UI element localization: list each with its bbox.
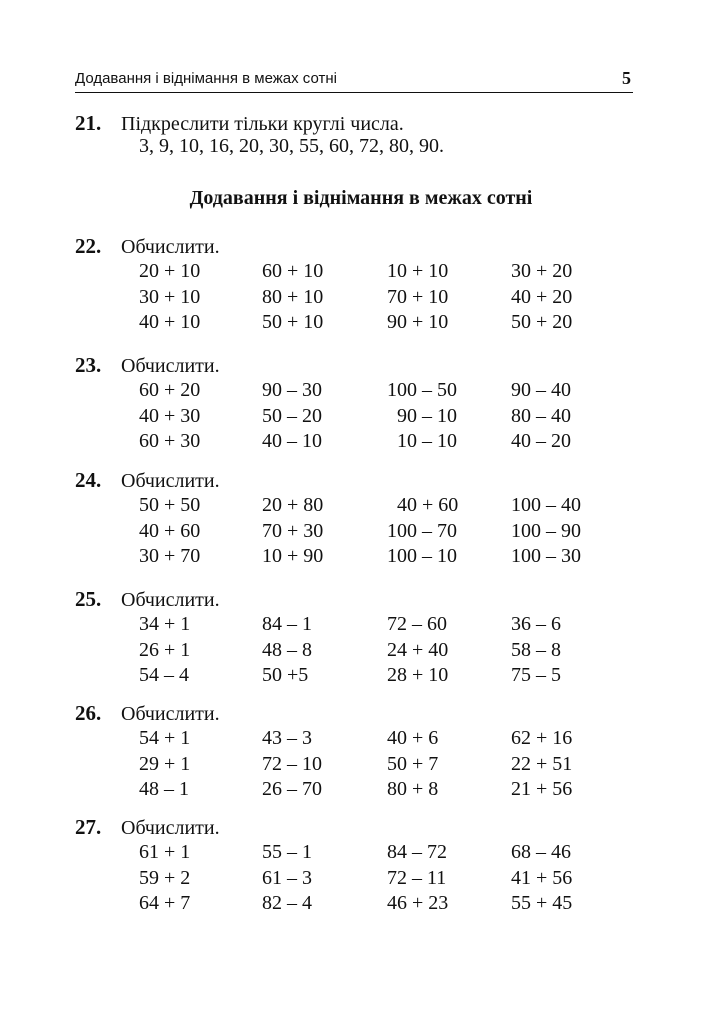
- expression-cell: 90 – 10: [397, 405, 457, 427]
- expression-cell: 58 – 8: [511, 639, 561, 661]
- task-21-numbers: 3, 9, 10, 16, 20, 30, 55, 60, 72, 80, 90.: [139, 135, 444, 157]
- expression-cell: 59 + 2: [139, 867, 191, 889]
- expression-cell: 43 – 3: [262, 727, 312, 749]
- expression-cell: 10 + 10: [387, 260, 449, 282]
- task-23: [75, 353, 220, 378]
- expression-cell: 70 + 10: [387, 286, 449, 308]
- expression-cell: 54 + 1: [139, 727, 191, 749]
- task-21: [75, 111, 404, 136]
- task-number: 27.: [75, 815, 102, 839]
- expression-cell: 40 + 60: [139, 520, 201, 542]
- expression-cell: 62 + 16: [511, 727, 573, 749]
- expression-cell: 75 – 5: [511, 664, 561, 686]
- expression-cell: 30 + 10: [139, 286, 201, 308]
- expression-cell: 28 + 10: [387, 664, 449, 686]
- expression-cell: 40 – 20: [511, 430, 571, 452]
- expression-cell: 100 – 50: [387, 379, 457, 401]
- expression-cell: 48 – 8: [262, 639, 312, 661]
- expression-cell: 68 – 46: [511, 841, 571, 863]
- expression-cell: 100 – 30: [511, 545, 581, 567]
- task-24: [75, 468, 220, 493]
- expression-cell: 100 – 10: [387, 545, 457, 567]
- expression-cell: 50 + 7: [387, 753, 439, 775]
- task-number: 22.: [75, 234, 102, 258]
- task-number: 21.: [75, 111, 102, 135]
- expression-cell: 70 + 30: [262, 520, 324, 542]
- expression-cell: 84 – 1: [262, 613, 312, 635]
- expression-cell: 21 + 56: [511, 778, 573, 800]
- expression-cell: 24 + 40: [387, 639, 449, 661]
- expression-cell: 80 – 40: [511, 405, 571, 427]
- expression-cell: 40 + 6: [387, 727, 439, 749]
- task-number: 25.: [75, 587, 102, 611]
- expression-cell: 50 + 20: [511, 311, 573, 333]
- expression-cell: 26 + 1: [139, 639, 191, 661]
- expression-cell: 80 + 8: [387, 778, 439, 800]
- header-title: Додавання і віднімання в межах сотні: [75, 70, 337, 87]
- expression-cell: 60 + 10: [262, 260, 324, 282]
- expression-cell: 55 + 45: [511, 892, 573, 914]
- expression-cell: 10 – 10: [397, 430, 457, 452]
- task-number: 24.: [75, 468, 102, 492]
- task-26: [75, 701, 220, 726]
- expression-cell: 72 – 60: [387, 613, 447, 635]
- task-instruction: Обчислити.: [121, 470, 220, 492]
- expression-cell: 84 – 72: [387, 841, 447, 863]
- expression-cell: 10 + 90: [262, 545, 324, 567]
- task-27: [75, 815, 220, 840]
- expression-cell: 60 + 20: [139, 379, 201, 401]
- task-instruction: Обчислити.: [121, 589, 220, 611]
- expression-cell: 40 – 10: [262, 430, 322, 452]
- expression-cell: 60 + 30: [139, 430, 201, 452]
- expression-cell: 40 + 10: [139, 311, 201, 333]
- task-22: [75, 234, 220, 259]
- expression-cell: 40 + 20: [511, 286, 573, 308]
- expression-cell: 82 – 4: [262, 892, 312, 914]
- expression-cell: 100 – 90: [511, 520, 581, 542]
- expression-cell: 22 + 51: [511, 753, 573, 775]
- expression-cell: 90 + 10: [387, 311, 449, 333]
- expression-cell: 30 + 70: [139, 545, 201, 567]
- task-instruction: Обчислити.: [121, 236, 220, 258]
- expression-cell: 55 – 1: [262, 841, 312, 863]
- expression-cell: 64 + 7: [139, 892, 191, 914]
- expression-cell: 48 – 1: [139, 778, 189, 800]
- expression-cell: 34 + 1: [139, 613, 191, 635]
- task-instruction: Підкреслити тільки круглі числа.: [121, 113, 404, 135]
- expression-cell: 90 – 40: [511, 379, 571, 401]
- task-number: 23.: [75, 353, 102, 377]
- section-title: Додавання і віднімання в межах сотні: [189, 187, 533, 209]
- task-instruction: Обчислити.: [121, 355, 220, 377]
- expression-cell: 20 + 80: [262, 494, 324, 516]
- task-25: [75, 587, 220, 612]
- expression-cell: 20 + 10: [139, 260, 201, 282]
- expression-cell: 100 – 40: [511, 494, 581, 516]
- expression-cell: 46 + 23: [387, 892, 449, 914]
- expression-cell: 61 + 1: [139, 841, 191, 863]
- expression-cell: 29 + 1: [139, 753, 191, 775]
- expression-cell: 40 + 60: [397, 494, 459, 516]
- expression-cell: 50 +5: [262, 664, 309, 686]
- expression-cell: 54 – 4: [139, 664, 189, 686]
- page-number: 5: [622, 68, 631, 88]
- expression-cell: 41 + 56: [511, 867, 573, 889]
- expression-cell: 100 – 70: [387, 520, 457, 542]
- expression-cell: 30 + 20: [511, 260, 573, 282]
- expression-cell: 50 – 20: [262, 405, 322, 427]
- task-instruction: Обчислити.: [121, 817, 220, 839]
- expression-cell: 50 + 10: [262, 311, 324, 333]
- task-number: 26.: [75, 701, 102, 725]
- expression-cell: 26 – 70: [262, 778, 322, 800]
- expression-cell: 72 – 11: [387, 867, 447, 889]
- expression-cell: 61 – 3: [262, 867, 312, 889]
- task-instruction: Обчислити.: [121, 703, 220, 725]
- page-header: [75, 68, 633, 93]
- expression-cell: 50 + 50: [139, 494, 201, 516]
- expression-cell: 72 – 10: [262, 753, 322, 775]
- expression-cell: 40 + 30: [139, 405, 201, 427]
- expression-cell: 90 – 30: [262, 379, 322, 401]
- expression-cell: 36 – 6: [511, 613, 561, 635]
- expression-cell: 80 + 10: [262, 286, 324, 308]
